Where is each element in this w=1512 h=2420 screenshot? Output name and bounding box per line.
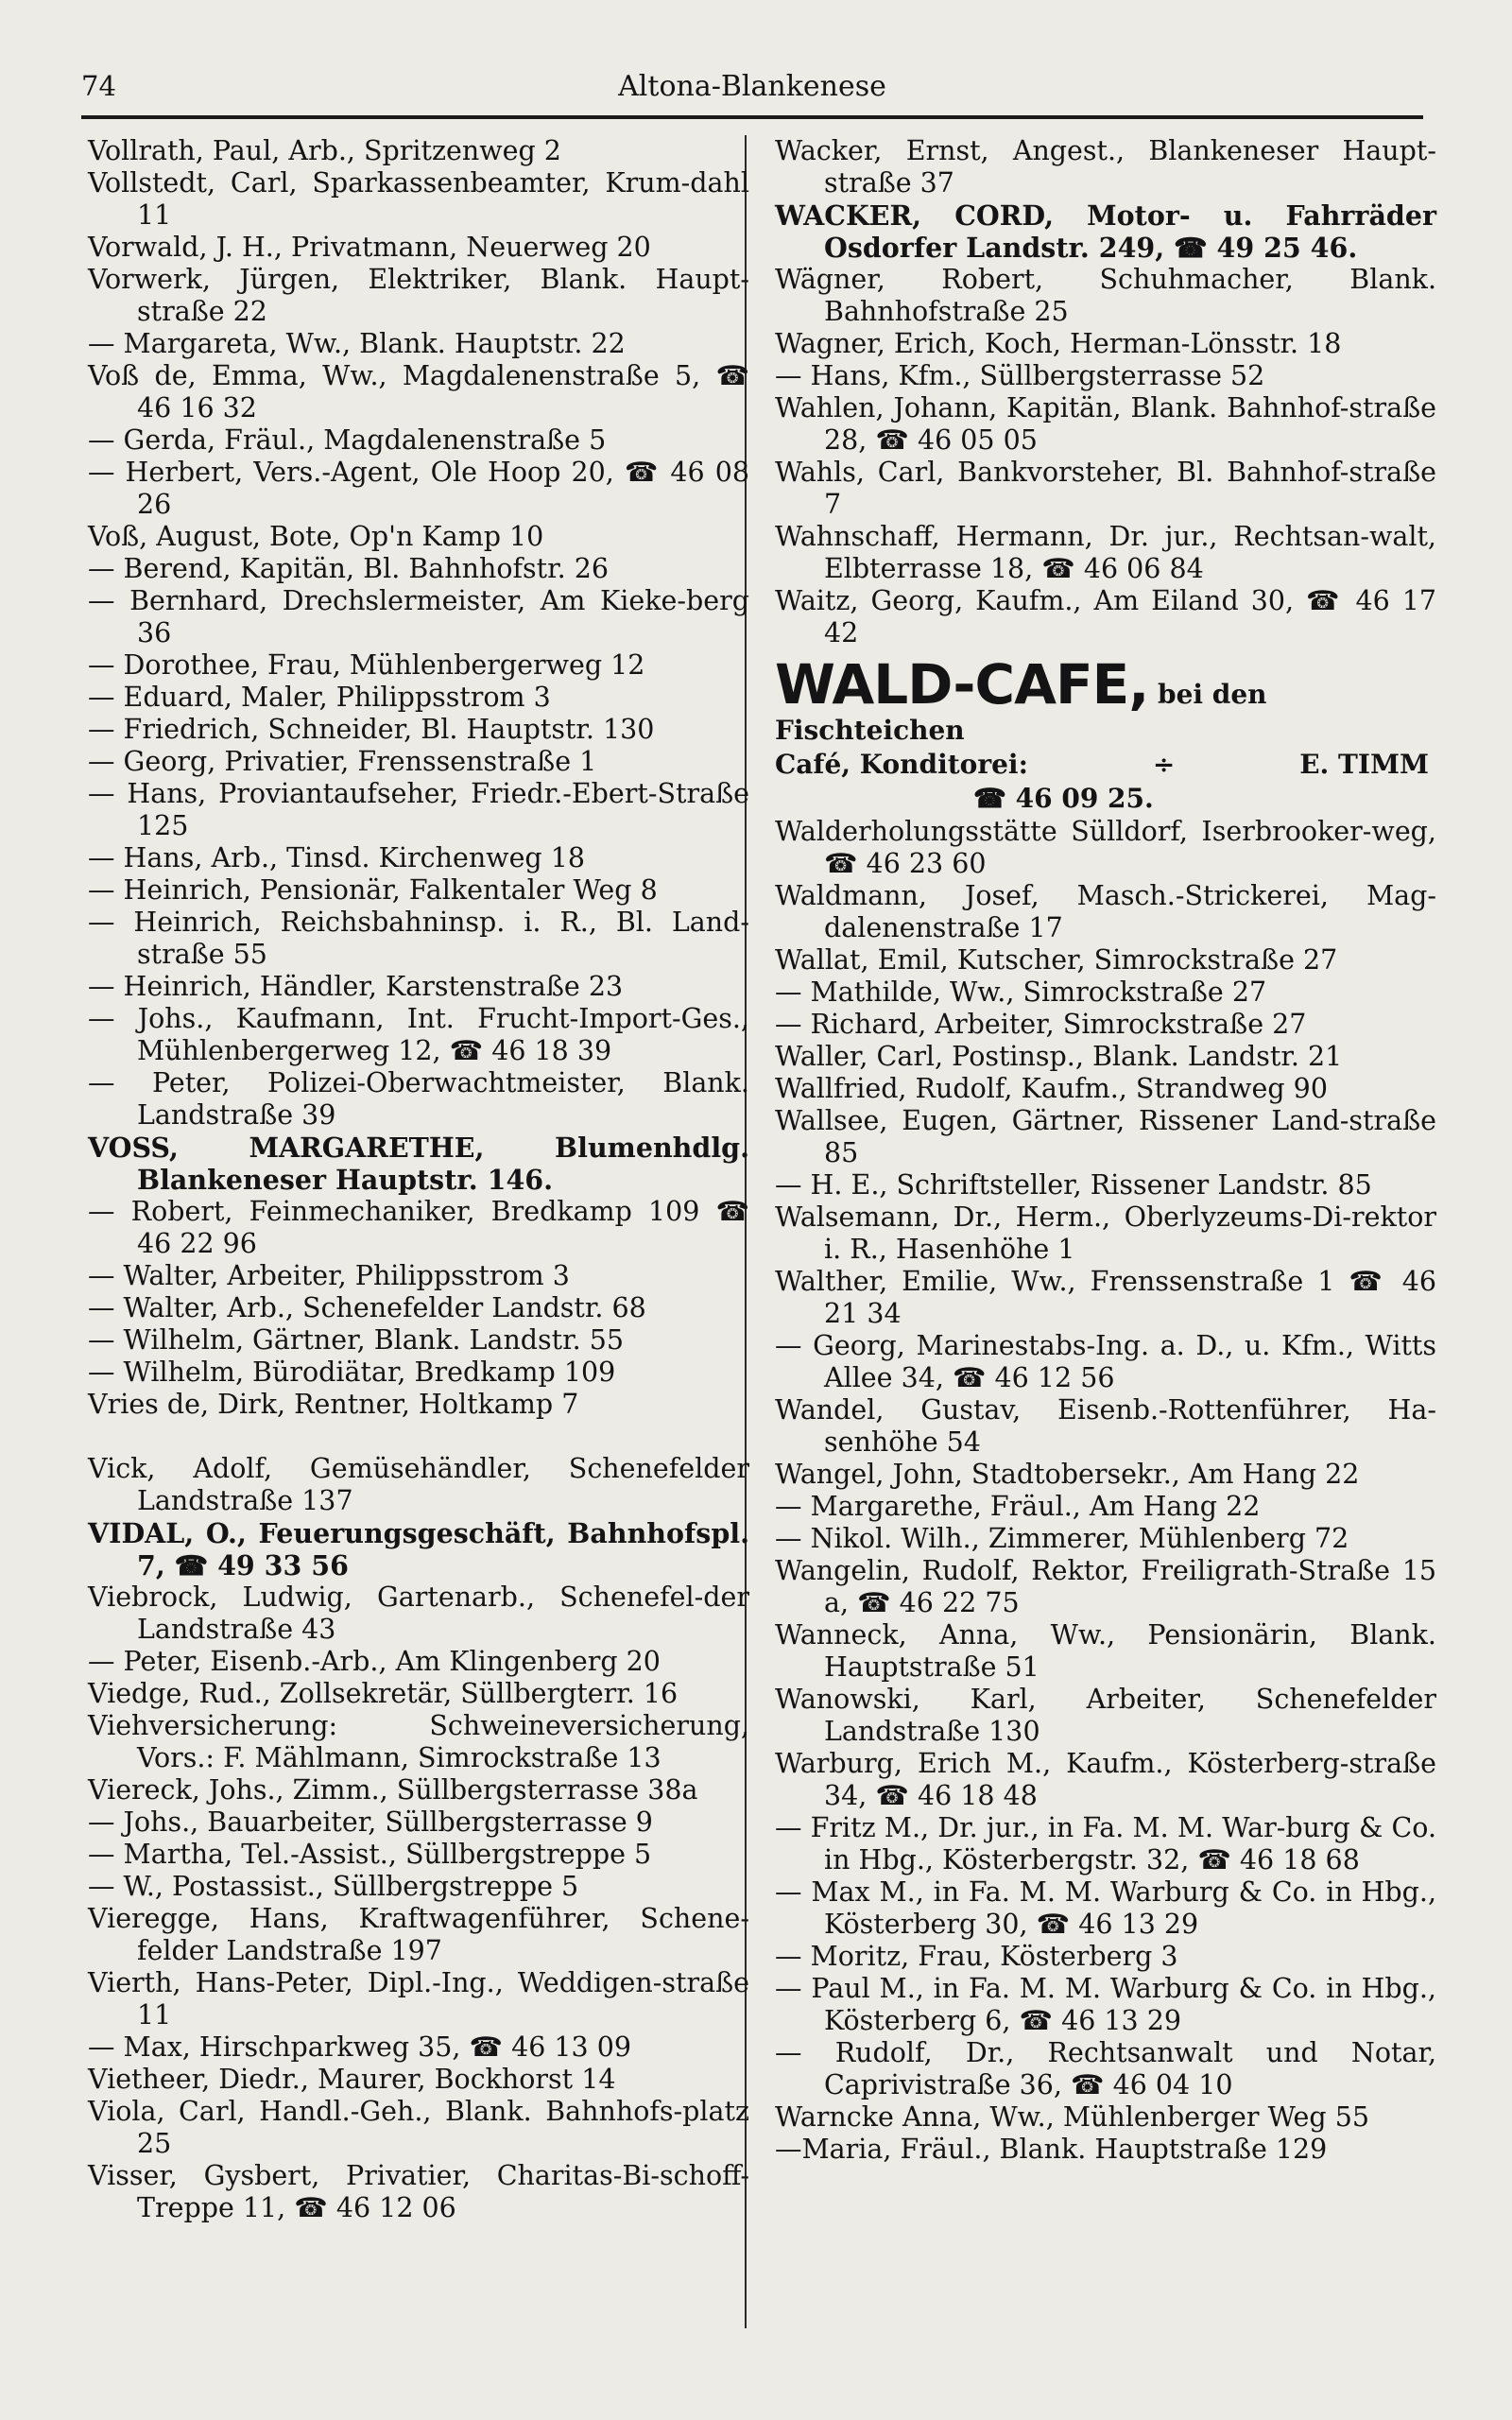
directory-entry: — Johs., Kaufmann, Int. Frucht-Import-Ges., Mühlenbergerweg 12, ☎ 46 18 39 (88, 1003, 749, 1066)
directory-entry: — Margarethe, Fräul., Am Hang 22 (775, 1491, 1261, 1522)
directory-entry: Vick, Adolf, Gemüsehändler, Schenefelder Landstraße 137 (88, 1453, 749, 1516)
right-column (775, 135, 1436, 2166)
directory-entry: Wangelin, Rudolf, Rektor, Freiligrath-Straße 15 a, ☎ 46 22 75 (775, 1555, 1436, 1618)
directory-entry: Viedge, Rud., Zollsekretär, Süllbergterr. 16 (88, 1678, 679, 1709)
directory-entry: — Nikol. Wilh., Zimmerer, Mühlenberg 72 (775, 1523, 1349, 1554)
directory-entry: Walther, Emilie, Ww., Frenssenstraße 1 ☎ 46 21 34 (775, 1266, 1436, 1329)
directory-entry: — Robert, Feinmechaniker, Bredkamp 109 ☎ 46 22 96 (88, 1196, 749, 1259)
directory-entry: Wallfried, Rudolf, Kaufm., Strandweg 90 (775, 1073, 1328, 1104)
directory-entry: — Heinrich, Händler, Karstenstraße 23 (88, 971, 624, 1002)
directory-entry: WACKER, CORD, Motor- u. Fahrräder Osdorfer Landstr. 249, ☎ 49 25 46. (775, 199, 1436, 264)
directory-entry: Waldmann, Josef, Masch.-Strickerei, Mag-dalenenstraße 17 (775, 880, 1436, 943)
directory-entry: Vieregge, Hans, Kraftwagenführer, Schene-felder Landstraße 197 (88, 1903, 749, 1966)
directory-entry: Wahls, Carl, Bankvorsteher, Bl. Bahnhof-straße 7 (775, 457, 1436, 520)
directory-entry: Viereck, Johs., Zimm., Süllbergsterrasse 38a (88, 1774, 698, 1806)
directory-entry: — H. E., Schriftsteller, Rissener Landstr. 85 (775, 1169, 1372, 1201)
directory-entry: — Heinrich, Pensionär, Falkentaler Weg 8 (88, 874, 658, 906)
directory-entry: Wagner, Erich, Koch, Herman-Lönsstr. 18 (775, 328, 1342, 359)
page-number: 74 (81, 70, 116, 102)
directory-entry: — Hans, Proviantaufseher, Friedr.-Ebert-Straße 125 (88, 778, 749, 841)
directory-entry: — Wilhelm, Bürodiätar, Bredkamp 109 (88, 1357, 616, 1388)
directory-entry: — Rudolf, Dr., Rechtsanwalt und Notar, Caprivistraße 36, ☎ 46 04 10 (775, 2037, 1436, 2100)
directory-entry: — Gerda, Fräul., Magdalenenstraße 5 (88, 424, 607, 456)
directory-entry: — Walter, Arbeiter, Philippsstrom 3 (88, 1260, 570, 1291)
directory-entry: Wacker, Ernst, Angest., Blankeneser Haupt-straße 37 (775, 135, 1436, 199)
running-title: Altona-Blankenese (618, 70, 886, 103)
directory-entry: — Hans, Arb., Tinsd. Kirchenweg 18 (88, 842, 585, 873)
directory-entry: — Martha, Tel.-Assist., Süllbergstreppe 5 (88, 1839, 652, 1870)
directory-entry: Waitz, Georg, Kaufm., Am Eiland 30, ☎ 46 17 42 (775, 585, 1436, 648)
directory-entry: Viebrock, Ludwig, Gartenarb., Schenefel-der Landstraße 43 (88, 1582, 749, 1645)
directory-entry: Wangel, John, Stadtobersekr., Am Hang 22 (775, 1459, 1360, 1490)
directory-entry: — Wilhelm, Gärtner, Blank. Landstr. 55 (88, 1324, 624, 1356)
directory-entry: — Eduard, Maler, Philippsstrom 3 (88, 682, 551, 713)
ad-brand: WALD-CAFE, (775, 652, 1149, 717)
directory-entry: Vorwerk, Jürgen, Elektriker, Blank. Haupt-straße 22 (88, 264, 749, 327)
directory-entry: Viehversicherung: Schweineversicherung, Vors.: F. Mählmann, Simrockstraße 13 (88, 1710, 749, 1773)
directory-entry: — Peter, Polizei-Oberwachtmeister, Blank. Landstraße 39 (88, 1067, 749, 1131)
directory-entry: Visser, Gysbert, Privatier, Charitas-Bi-schoff-Treppe 11, ☎ 46 12 06 (88, 2160, 749, 2223)
wald-cafe-advertisement (775, 652, 1436, 816)
directory-entry: Wahnschaff, Hermann, Dr. jur., Rechtsan-walt, Elbterrasse 18, ☎ 46 06 84 (775, 521, 1436, 584)
directory-entry: Wägner, Robert, Schuhmacher, Blank. Bahnhofstraße 25 (775, 264, 1436, 327)
directory-entry: — Max, Hirschparkweg 35, ☎ 46 13 09 (88, 2031, 632, 2063)
directory-entry: Wallat, Emil, Kutscher, Simrockstraße 27 (775, 944, 1338, 976)
directory-entry: Voß, August, Bote, Op'n Kamp 10 (88, 521, 544, 552)
directory-entry: Wanneck, Anna, Ww., Pensionärin, Blank. Hauptstraße 51 (775, 1619, 1436, 1683)
directory-entry: — Herbert, Vers.-Agent, Ole Hoop 20, ☎ 46 08 26 (88, 457, 749, 520)
directory-entry: — Georg, Marinestabs-Ing. a. D., u. Kfm., Witts Allee 34, ☎ 46 12 56 (775, 1330, 1436, 1393)
directory-entry: Vollrath, Paul, Arb., Spritzenweg 2 (88, 135, 561, 166)
ad-line2-left: Café, Konditorei: (775, 749, 1028, 780)
directory-entry: Walderholungsstätte Sülldorf, Iserbrooker-weg, ☎ 46 23 60 (775, 816, 1436, 879)
directory-entry: Wallsee, Eugen, Gärtner, Rissener Land-straße 85 (775, 1105, 1436, 1168)
directory-entry: VIDAL, O., Feuerungsgeschäft, Bahnhofspl. 7, ☎ 49 33 56 (88, 1517, 749, 1582)
ad-line2-right: E. TIMM (1299, 749, 1429, 780)
ad-phone: ☎ 46 09 25. (973, 783, 1154, 814)
directory-entry: Vries de, Dirk, Rentner, Holtkamp 7 (88, 1389, 579, 1420)
directory-entry: Wahlen, Johann, Kapitän, Blank. Bahnhof-straße 28, ☎ 46 05 05 (775, 392, 1436, 456)
directory-entry: Walsemann, Dr., Herm., Oberlyzeums-Di-rektor i. R., Hasenhöhe 1 (775, 1201, 1436, 1265)
directory-entry: Vierth, Hans-Peter, Dipl.-Ing., Weddigen-straße 11 (88, 1967, 749, 2031)
page-header (81, 70, 1423, 119)
directory-entry: — Friedrich, Schneider, Bl. Hauptstr. 130 (88, 714, 655, 745)
directory-entry: Warburg, Erich M., Kaufm., Kösterberg-straße 34, ☎ 46 18 48 (775, 1748, 1436, 1811)
directory-entry: — Moritz, Frau, Kösterberg 3 (775, 1941, 1178, 1972)
directory-entry: Vollstedt, Carl, Sparkassenbeamter, Krum-dahl 11 (88, 167, 749, 231)
directory-entry: — Berend, Kapitän, Bl. Bahnhofstr. 26 (88, 553, 609, 584)
directory-entry: — Richard, Arbeiter, Simrockstraße 27 (775, 1009, 1307, 1040)
directory-entry: — Bernhard, Drechslermeister, Am Kieke-berg 36 (88, 585, 749, 648)
directory-entry: VOSS, MARGARETHE, Blumenhdlg. Blankeneser Hauptstr. 146. (88, 1132, 749, 1196)
directory-entry: Warncke Anna, Ww., Mühlenberger Weg 55 (775, 2101, 1369, 2133)
directory-entry: Wandel, Gustav, Eisenb.-Rottenführer, Ha-senhöhe 54 (775, 1394, 1436, 1458)
directory-entry: — Hans, Kfm., Süllbergsterrasse 52 (775, 360, 1265, 391)
directory-entry: — Walter, Arb., Schenefelder Landstr. 68 (88, 1292, 646, 1323)
directory-entry: —Maria, Fräul., Blank. Hauptstraße 129 (775, 2134, 1328, 2165)
directory-entry: — Fritz M., Dr. jur., in Fa. M. M. War-burg & Co. in Hbg., Kösterbergstr. 32, ☎ 46 18 68 (775, 1812, 1436, 1876)
directory-entry: — Margareta, Ww., Blank. Hauptstr. 22 (88, 328, 626, 359)
left-column (88, 135, 749, 2224)
directory-entry: Voß de, Emma, Ww., Magdalenenstraße 5, ☎ 46 16 32 (88, 360, 749, 424)
ad-tagline: bei den Fischteichen (775, 679, 1267, 746)
directory-entry: Wanowski, Karl, Arbeiter, Schenefelder Landstraße 130 (775, 1684, 1436, 1747)
directory-entry: Viola, Carl, Handl.-Geh., Blank. Bahnhofs-platz 25 (88, 2096, 749, 2159)
directory-entry: — Mathilde, Ww., Simrockstraße 27 (775, 977, 1267, 1008)
directory-entry: Vietheer, Diedr., Maurer, Bockhorst 14 (88, 2064, 616, 2095)
directory-entry: — Dorothee, Frau, Mühlenbergerweg 12 (88, 649, 645, 681)
directory-entry: — Paul M., in Fa. M. M. Warburg & Co. in Hbg., Kösterberg 6, ☎ 46 13 29 (775, 1973, 1436, 2036)
directory-entry: — Johs., Bauarbeiter, Süllbergsterrasse 9 (88, 1806, 653, 1838)
ad-line2-symbol: ÷ (1152, 749, 1176, 780)
directory-entry: — Heinrich, Reichsbahninsp. i. R., Bl. Land-straße 55 (88, 907, 749, 970)
directory-entry: — W., Postassist., Süllbergstreppe 5 (88, 1871, 579, 1902)
directory-entry: — Max M., in Fa. M. M. Warburg & Co. in Hbg., Kösterberg 30, ☎ 46 13 29 (775, 1876, 1436, 1940)
directory-entry: — Georg, Privatier, Frenssenstraße 1 (88, 746, 597, 777)
directory-entry: Waller, Carl, Postinsp., Blank. Landstr. 21 (775, 1041, 1343, 1072)
directory-entry: Vorwald, J. H., Privatmann, Neuerweg 20 (88, 232, 651, 263)
directory-entry: — Peter, Eisenb.-Arb., Am Klingenberg 20 (88, 1646, 661, 1677)
